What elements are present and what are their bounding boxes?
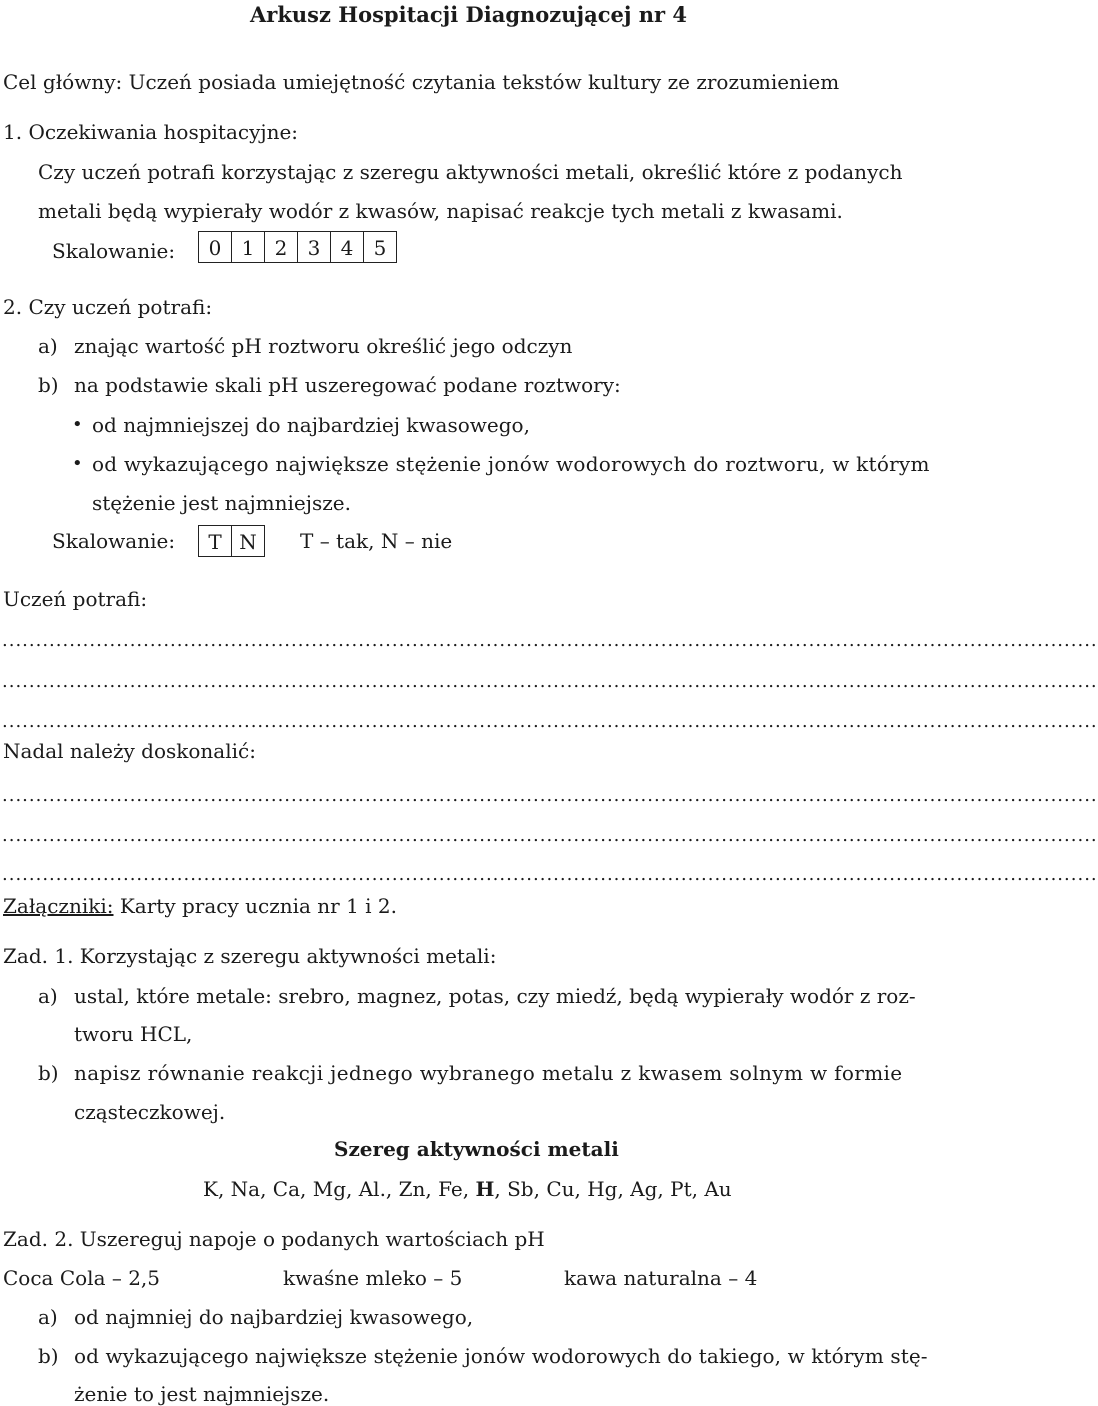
attachments: [3, 896, 397, 916]
section1-heading: 1. Oczekiwania hospitacyjne:: [3, 120, 299, 144]
scale-cell-t[interactable]: T: [208, 530, 222, 554]
scale-cell-0[interactable]: 0: [208, 236, 222, 260]
answer-line[interactable]: ...................................................................................................................................................................: [2, 711, 1098, 732]
attachments-text: Karty pracy ucznia nr 1 i 2.: [113, 894, 398, 918]
page-title: Arkusz Hospitacji Diagnozującej nr 4: [250, 2, 688, 27]
task1-b-line1: napisz równanie reakcji jednego wybranego metalu z kwasem solnym w formie: [74, 1061, 903, 1085]
activity-series-before: K, Na, Ca, Mg, Al., Zn, Fe,: [203, 1177, 476, 1201]
scale-cell-4[interactable]: 4: [330, 232, 363, 262]
answer-line[interactable]: ...................................................................................................................................................................: [2, 825, 1098, 846]
bullet-icon: •: [72, 414, 83, 435]
can-do-label: Uczeń potrafi:: [3, 587, 148, 611]
answer-line[interactable]: ...................................................................................................................................................................: [2, 630, 1098, 651]
answer-line[interactable]: ...................................................................................................................................................................: [2, 864, 1098, 885]
section2-b-label: b): [38, 373, 59, 397]
section2-a-text: znając wartość pH roztworu określić jego odczyn: [74, 334, 573, 358]
improve-label: Nadal należy doskonalić:: [3, 739, 256, 763]
section2-a-label: a): [38, 334, 58, 358]
activity-series-title: Szereg aktywności metali: [334, 1137, 619, 1161]
section2-bullet2-line2: stężenie jest najmniejsze.: [92, 491, 351, 515]
section2-heading: 2. Czy uczeń potrafi:: [3, 295, 213, 319]
activity-series-after: , Sb, Cu, Hg, Ag, Pt, Au: [494, 1177, 732, 1201]
task2-a-label: a): [38, 1305, 58, 1329]
task2-drink1: Coca Cola – 2,5: [3, 1266, 161, 1290]
task2-drink3: kawa naturalna – 4: [564, 1266, 758, 1290]
section2-scale-box: [198, 525, 265, 557]
task2-heading: Zad. 2. Uszereguj napoje o podanych wartościach pH: [3, 1227, 545, 1251]
task1-heading: Zad. 1. Korzystając z szeregu aktywności metali:: [3, 944, 497, 968]
scale-cell-3[interactable]: 3: [297, 232, 330, 262]
section1-scale-box: [198, 231, 397, 263]
scale-cell-2[interactable]: 2: [264, 232, 297, 262]
task2-b-line1: od wykazującego największe stężenie jonów wodorowych do takiego, w którym stę-: [74, 1344, 928, 1368]
bullet-icon: •: [72, 453, 83, 474]
section2-scale-label: Skalowanie:: [52, 529, 176, 553]
answer-line[interactable]: ...................................................................................................................................................................: [2, 671, 1098, 692]
task1-a-label: a): [38, 984, 58, 1008]
activity-series-hydrogen: H: [475, 1177, 495, 1201]
section1-question-line2: metali będą wypierały wodór z kwasów, napisać reakcje tych metali z kwasami.: [38, 199, 843, 223]
task1-b-line2: cząsteczkowej.: [74, 1100, 226, 1124]
scale-cell-1[interactable]: 1: [231, 232, 264, 262]
section2-b-text: na podstawie skali pH uszeregować podane roztwory:: [74, 373, 621, 397]
section1-question-line1: Czy uczeń potrafi korzystając z szeregu aktywności metali, określić które z podanych: [38, 160, 903, 184]
attachments-label: Załączniki:: [3, 894, 114, 918]
main-goal: Cel główny: Uczeń posiada umiejętność czytania tekstów kultury ze zrozumieniem: [3, 70, 840, 94]
section2-bullet2-line1: od wykazującego największe stężenie jonów wodorowych do roztworu, w którym: [92, 452, 930, 476]
section2-bullet1: od najmniejszej do najbardziej kwasowego,: [92, 413, 530, 437]
task1-a-line2: tworu HCL,: [74, 1022, 193, 1046]
task1-b-label: b): [38, 1061, 59, 1085]
scale-cell-5[interactable]: 5: [363, 232, 396, 262]
task2-a-text: od najmniej do najbardziej kwasowego,: [74, 1305, 474, 1329]
task2-drink2: kwaśne mleko – 5: [283, 1266, 463, 1290]
task2-b-line2: żenie to jest najmniejsze.: [74, 1382, 330, 1406]
section2-scale-legend: T – tak, N – nie: [300, 529, 453, 553]
section1-scale-label: Skalowanie:: [52, 239, 176, 263]
activity-series: [203, 1179, 732, 1199]
task1-a-line1: ustal, które metale: srebro, magnez, potas, czy miedź, będą wypierały wodór z roz-: [74, 984, 916, 1008]
task2-b-label: b): [38, 1344, 59, 1368]
scale-cell-n[interactable]: N: [231, 526, 264, 556]
answer-line[interactable]: ...................................................................................................................................................................: [2, 785, 1098, 806]
